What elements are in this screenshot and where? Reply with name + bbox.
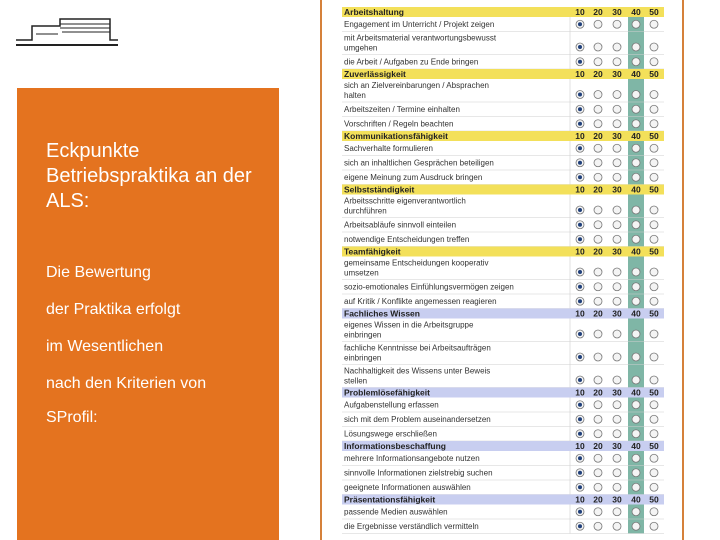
scale-label: 50 (649, 441, 659, 451)
criterion-label: die Arbeit / Aufgaben zu Ende bringen (344, 57, 479, 67)
radio-button[interactable] (650, 268, 658, 276)
scale-label: 10 (575, 69, 585, 79)
radio-button-selected[interactable] (576, 20, 584, 28)
scale-label: 30 (612, 387, 622, 398)
radio-button[interactable] (632, 522, 640, 530)
criterion-label: Aufgabenstellung erfassen (344, 400, 439, 410)
criterion-label: eigene Meinung zum Ausdruck bringen (344, 173, 483, 182)
radio-button[interactable] (594, 353, 602, 361)
radio-button-selected[interactable] (576, 206, 584, 214)
radio-button[interactable] (632, 297, 640, 305)
radio-button[interactable] (632, 283, 640, 291)
section-title: Zuverlässigkeit (344, 69, 406, 79)
scale-label: 20 (593, 184, 603, 195)
radio-button[interactable] (632, 159, 640, 167)
radio-button[interactable] (632, 235, 640, 243)
criterion-label: Lösungswege erschließen (344, 429, 437, 439)
scale-label: 30 (612, 7, 622, 17)
radio-button[interactable] (613, 297, 621, 305)
radio-button[interactable] (632, 415, 640, 423)
scale-label: 40 (631, 308, 641, 319)
radio-button[interactable] (632, 401, 640, 409)
radio-button[interactable] (650, 483, 658, 491)
section-title: Fachliches Wissen (344, 308, 420, 319)
radio-button[interactable] (632, 206, 640, 214)
criterion-label: auf Kritik / Konflikte angemessen reagieren (344, 297, 497, 306)
radio-button[interactable] (632, 508, 640, 516)
radio-button[interactable] (650, 144, 658, 152)
section-title: Informationsbeschaffung (344, 441, 447, 451)
section-title: Selbstständigkeit (344, 184, 415, 195)
scale-label: 40 (631, 131, 641, 141)
scale-label: 40 (631, 7, 641, 17)
radio-button-selected[interactable] (576, 268, 584, 276)
radio-button-selected[interactable] (576, 376, 584, 384)
radio-button[interactable] (613, 235, 621, 243)
criterion-label: Arbeitsschritte eigenverantwortlich durchführen (344, 196, 466, 216)
criterion-label: fachliche Kenntnisse bei Arbeitsaufträgen einbringen (344, 343, 491, 363)
radio-button[interactable] (613, 353, 621, 361)
radio-button[interactable] (632, 43, 640, 51)
radio-button[interactable] (594, 454, 602, 462)
criterion-label: sich mit dem Problem auseinandersetzen (344, 415, 491, 424)
radio-button[interactable] (594, 268, 602, 276)
scale-label: 10 (575, 246, 585, 257)
scale-label: 20 (593, 308, 603, 319)
radio-button-selected[interactable] (576, 454, 584, 462)
radio-button[interactable] (594, 58, 602, 66)
radio-button-selected[interactable] (576, 483, 584, 491)
radio-button[interactable] (613, 20, 621, 28)
radio-button[interactable] (650, 415, 658, 423)
criterion-label: Sachverhalte formulieren (344, 144, 433, 153)
radio-button[interactable] (613, 330, 621, 338)
slide-heading: Eckpunkte Betriebspraktika an der ALS: (46, 140, 252, 212)
criterion-label: sich an Zielvereinbarungen / Absprachen halten (344, 81, 489, 100)
criterion-label: Nachhaltigkeit des Wissens unter Beweis stellen (344, 366, 491, 386)
scale-label: 40 (631, 246, 641, 257)
body-line: nach den Kriterien von (46, 375, 207, 392)
criterion-label: geeignete Informationen auswählen (344, 483, 471, 492)
criterion-label: Arbeitszeiten / Termine einhalten (344, 105, 460, 114)
scale-label: 40 (631, 69, 641, 79)
body-line: der Praktika erfolgt (46, 301, 181, 318)
radio-button-selected[interactable] (576, 330, 584, 338)
criterion-label: gemeinsame Entscheidungen kooperativ umsetzen (344, 258, 489, 278)
criterion-label: notwendige Entscheidungen treffen (344, 235, 470, 244)
body-line: Die Bewertung (46, 264, 151, 281)
radio-button[interactable] (650, 454, 658, 462)
radio-button[interactable] (632, 221, 640, 229)
scale-label: 20 (593, 441, 603, 451)
radio-button-selected[interactable] (576, 401, 584, 409)
radio-button[interactable] (650, 297, 658, 305)
radio-button[interactable] (594, 508, 602, 516)
radio-button[interactable] (650, 401, 658, 409)
radio-button[interactable] (594, 20, 602, 28)
radio-button[interactable] (594, 159, 602, 167)
radio-button[interactable] (632, 353, 640, 361)
radio-button[interactable] (613, 159, 621, 167)
radio-button[interactable] (632, 330, 640, 338)
radio-button[interactable] (613, 454, 621, 462)
radio-button-selected[interactable] (576, 522, 584, 530)
scale-label: 30 (612, 494, 622, 505)
scale-label: 20 (593, 246, 603, 257)
radio-button[interactable] (594, 401, 602, 409)
radio-button[interactable] (613, 401, 621, 409)
scale-label: 50 (649, 7, 659, 17)
radio-button-selected[interactable] (576, 353, 584, 361)
radio-button[interactable] (613, 91, 621, 99)
radio-button-selected[interactable] (576, 43, 584, 51)
radio-button-selected[interactable] (576, 221, 584, 229)
scale-label: 10 (575, 308, 585, 319)
body-line: SProfil: (46, 409, 98, 426)
radio-button[interactable] (613, 105, 621, 113)
radio-button[interactable] (613, 268, 621, 276)
radio-button[interactable] (650, 353, 658, 361)
radio-button-selected[interactable] (576, 120, 584, 128)
radio-button[interactable] (613, 283, 621, 291)
scale-label: 20 (593, 131, 603, 141)
radio-button[interactable] (632, 430, 640, 438)
scale-label: 10 (575, 184, 585, 195)
scale-label: 20 (593, 494, 603, 505)
section-title: Kommunikationsfähigkeit (344, 131, 448, 141)
radio-button[interactable] (594, 144, 602, 152)
radio-button[interactable] (650, 105, 658, 113)
radio-button[interactable] (613, 206, 621, 214)
radio-button[interactable] (594, 120, 602, 128)
radio-button[interactable] (594, 235, 602, 243)
radio-button[interactable] (594, 330, 602, 338)
radio-button-selected[interactable] (576, 173, 584, 181)
scale-label: 50 (649, 494, 659, 505)
criterion-label: eigenes Wissen in die Arbeitsgruppe einbringen (344, 320, 474, 340)
radio-button-selected[interactable] (576, 235, 584, 243)
body-line: im Wesentlichen (46, 338, 164, 355)
radio-button-selected[interactable] (576, 144, 584, 152)
scale-label: 10 (575, 131, 585, 141)
radio-button-selected[interactable] (576, 105, 584, 113)
radio-button-selected[interactable] (576, 283, 584, 291)
radio-button[interactable] (650, 20, 658, 28)
criterion-label: sozio-emotionales Einfühlungsvermögen zeigen (344, 282, 514, 292)
radio-button[interactable] (632, 173, 640, 181)
scale-label: 30 (612, 184, 622, 195)
scale-label: 20 (593, 7, 603, 17)
scale-label: 30 (612, 69, 622, 79)
radio-button[interactable] (650, 173, 658, 181)
scale-label: 40 (631, 184, 641, 195)
radio-button-selected[interactable] (576, 415, 584, 423)
radio-button[interactable] (632, 454, 640, 462)
scale-label: 40 (631, 387, 641, 398)
criterion-label: die Ergebnisse verständlich vermitteln (344, 522, 479, 531)
scale-label: 20 (593, 387, 603, 398)
radio-button[interactable] (650, 283, 658, 291)
radio-button[interactable] (650, 221, 658, 229)
radio-button[interactable] (613, 483, 621, 491)
radio-button[interactable] (594, 297, 602, 305)
radio-button[interactable] (613, 144, 621, 152)
scale-label: 40 (631, 494, 641, 505)
radio-button[interactable] (650, 43, 658, 51)
scale-label: 50 (649, 308, 659, 319)
radio-button[interactable] (632, 376, 640, 384)
radio-button[interactable] (613, 376, 621, 384)
radio-button[interactable] (650, 159, 658, 167)
radio-button[interactable] (594, 221, 602, 229)
scale-label: 50 (649, 69, 659, 79)
radio-button[interactable] (594, 469, 602, 477)
section-title: Präsentationsfähigkeit (344, 494, 436, 505)
radio-button[interactable] (632, 120, 640, 128)
radio-button[interactable] (594, 283, 602, 291)
radio-button-selected[interactable] (576, 297, 584, 305)
radio-button[interactable] (594, 91, 602, 99)
radio-button-selected[interactable] (576, 469, 584, 477)
radio-button[interactable] (632, 58, 640, 66)
criterion-label: mehrere Informationsangebote nutzen (344, 454, 480, 463)
radio-button[interactable] (650, 58, 658, 66)
criterion-label: sinnvolle Informationen zielstrebig suchen (344, 468, 493, 478)
radio-button-selected[interactable] (576, 430, 584, 438)
radio-button[interactable] (613, 415, 621, 423)
radio-button[interactable] (650, 522, 658, 530)
scale-label: 50 (649, 387, 659, 398)
radio-button[interactable] (650, 235, 658, 243)
radio-button[interactable] (613, 469, 621, 477)
radio-button[interactable] (613, 58, 621, 66)
radio-button[interactable] (594, 483, 602, 491)
radio-button[interactable] (632, 91, 640, 99)
scale-label: 30 (612, 308, 622, 319)
criterion-label: passende Medien auswählen (344, 507, 448, 517)
radio-button[interactable] (632, 268, 640, 276)
scale-label: 10 (575, 441, 585, 451)
radio-button[interactable] (632, 483, 640, 491)
radio-button[interactable] (594, 430, 602, 438)
radio-button[interactable] (632, 144, 640, 152)
scale-label: 40 (631, 441, 641, 451)
radio-button-selected[interactable] (576, 58, 584, 66)
radio-button[interactable] (594, 105, 602, 113)
radio-button[interactable] (650, 376, 658, 384)
section-title: Arbeitshaltung (344, 7, 404, 17)
scale-label: 10 (575, 7, 585, 17)
radio-button[interactable] (594, 376, 602, 384)
criterion-label: mit Arbeitsmaterial verantwortungsbewusst umgehen (344, 33, 497, 53)
radio-button[interactable] (632, 469, 640, 477)
radio-button[interactable] (650, 91, 658, 99)
criterion-label: Engagement im Unterricht / Projekt zeigen (344, 20, 495, 29)
radio-button[interactable] (650, 469, 658, 477)
radio-button[interactable] (594, 43, 602, 51)
scale-label: 30 (612, 246, 622, 257)
radio-button[interactable] (613, 522, 621, 530)
scale-label: 10 (575, 494, 585, 505)
section-title: Teamfähigkeit (344, 246, 401, 257)
scale-label: 30 (612, 441, 622, 451)
radio-button-selected[interactable] (576, 159, 584, 167)
scale-label: 50 (649, 184, 659, 195)
radio-button[interactable] (594, 206, 602, 214)
radio-button[interactable] (613, 120, 621, 128)
scale-label: 10 (575, 387, 585, 398)
radio-button[interactable] (594, 173, 602, 181)
criterion-label: sich an inhaltlichen Gesprächen beteiligen (344, 158, 494, 168)
radio-button[interactable] (650, 120, 658, 128)
radio-button[interactable] (650, 206, 658, 214)
radio-button[interactable] (613, 173, 621, 181)
radio-button[interactable] (632, 105, 640, 113)
scale-label: 20 (593, 69, 603, 79)
radio-button-selected[interactable] (576, 508, 584, 516)
scale-label: 50 (649, 246, 659, 257)
radio-button[interactable] (650, 508, 658, 516)
radio-button[interactable] (613, 430, 621, 438)
radio-button[interactable] (594, 415, 602, 423)
scale-label: 50 (649, 131, 659, 141)
section-title: Problemlösefähigkeit (344, 387, 430, 398)
radio-button[interactable] (632, 20, 640, 28)
criterion-label: Arbeitsabläufe sinnvoll einteilen (344, 220, 457, 230)
radio-button[interactable] (613, 43, 621, 51)
radio-button-selected[interactable] (576, 91, 584, 99)
radio-button[interactable] (650, 330, 658, 338)
scale-label: 30 (612, 131, 622, 141)
radio-button[interactable] (613, 221, 621, 229)
radio-button[interactable] (613, 508, 621, 516)
radio-button[interactable] (594, 522, 602, 530)
radio-button[interactable] (650, 430, 658, 438)
criterion-label: Vorschriften / Regeln beachten (344, 119, 454, 129)
